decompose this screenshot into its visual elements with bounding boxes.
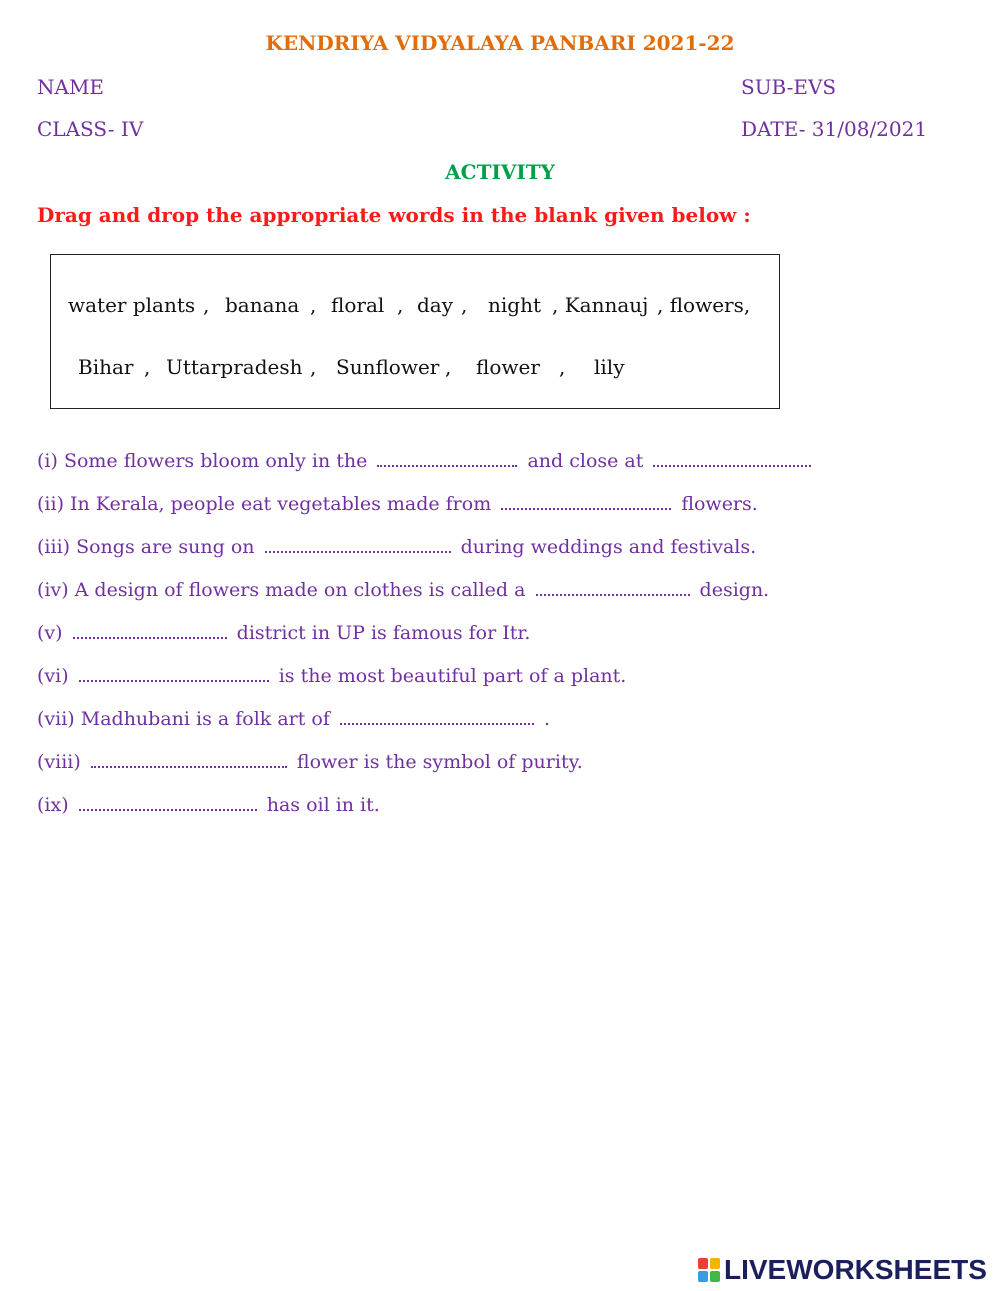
- drop-blank[interactable]: [501, 494, 671, 510]
- drop-blank[interactable]: [536, 580, 690, 596]
- brand-name: LIVEWORKSHEETS: [724, 1254, 987, 1285]
- word-separator: ,: [310, 355, 317, 379]
- question-6: [37, 665, 626, 687]
- worksheet-title: KENDRIYA VIDYALAYA PANBARI 2021-22: [265, 31, 735, 55]
- drop-blank[interactable]: [653, 451, 811, 467]
- word-bank-box: [50, 254, 780, 409]
- date-label: DATE- 31/08/2021: [741, 117, 928, 141]
- word-separator: ,: [397, 293, 404, 317]
- question-text: flower is the symbol of purity.: [296, 751, 583, 773]
- question-3: [37, 536, 756, 558]
- question-text: (ix): [37, 794, 69, 816]
- word-flowers[interactable]: , flowers,: [657, 293, 751, 317]
- word-floral[interactable]: floral: [331, 293, 385, 317]
- question-text: (iii) Songs are sung on: [37, 536, 255, 558]
- word-separator: ,: [310, 293, 317, 317]
- word-separator: ,: [203, 293, 210, 317]
- activity-heading: ACTIVITY: [445, 160, 555, 184]
- liveworksheets-logo-icon: [698, 1258, 720, 1282]
- question-2: [37, 493, 758, 515]
- word-uttarpradesh[interactable]: Uttarpradesh: [166, 355, 303, 379]
- question-5: [37, 622, 530, 644]
- drop-blank[interactable]: [340, 709, 534, 725]
- drop-blank[interactable]: [91, 752, 287, 768]
- question-9: [37, 794, 380, 816]
- question-text: (viii): [37, 751, 81, 773]
- word-banana[interactable]: banana: [225, 293, 300, 317]
- question-text: during weddings and festivals.: [460, 536, 757, 558]
- question-text: design.: [699, 579, 770, 601]
- question-text: has oil in it.: [266, 794, 380, 816]
- word-separator: ,: [144, 355, 151, 379]
- word-separator: ,: [445, 355, 452, 379]
- question-text: and close at: [527, 450, 644, 472]
- name-label: NAME: [37, 75, 105, 99]
- question-text: (vii) Madhubani is a folk art of: [37, 708, 330, 730]
- word-water-plants[interactable]: water plants: [68, 293, 196, 317]
- question-7: [37, 708, 550, 730]
- drop-blank[interactable]: [79, 666, 269, 682]
- instruction-text: Drag and drop the appropriate words in the blank given below :: [37, 203, 751, 227]
- question-text: (ii) In Kerala, people eat vegetables made from: [37, 493, 492, 515]
- question-text: (iv) A design of flowers made on clothes is called a: [37, 579, 526, 601]
- word-kannauj[interactable]: , Kannauj: [552, 293, 649, 317]
- drop-blank[interactable]: [377, 451, 517, 467]
- question-text: is the most beautiful part of a plant.: [278, 665, 627, 687]
- word-separator: ,: [559, 355, 566, 379]
- liveworksheets-logo[interactable]: [698, 1254, 987, 1286]
- word-flower[interactable]: flower: [476, 355, 540, 379]
- question-text: district in UP is famous for Itr.: [236, 622, 531, 644]
- word-separator: ,: [461, 293, 468, 317]
- question-1: [37, 450, 815, 472]
- word-day[interactable]: day: [417, 293, 454, 317]
- subject-label: SUB-EVS: [741, 75, 837, 99]
- drop-blank[interactable]: [79, 795, 257, 811]
- drop-blank[interactable]: [265, 537, 451, 553]
- word-night[interactable]: night: [488, 293, 541, 317]
- word-lily[interactable]: lily: [594, 355, 625, 379]
- drop-blank[interactable]: [73, 623, 227, 639]
- question-text: (v): [37, 622, 63, 644]
- word-sunflower[interactable]: Sunflower: [336, 355, 440, 379]
- question-8: [37, 751, 583, 773]
- question-text: (vi): [37, 665, 69, 687]
- question-text: flowers.: [681, 493, 758, 515]
- question-4: [37, 579, 769, 601]
- word-bihar[interactable]: Bihar: [78, 355, 134, 379]
- class-label: CLASS- IV: [37, 117, 144, 141]
- question-text: .: [544, 708, 551, 730]
- question-text: (i) Some flowers bloom only in the: [37, 450, 368, 472]
